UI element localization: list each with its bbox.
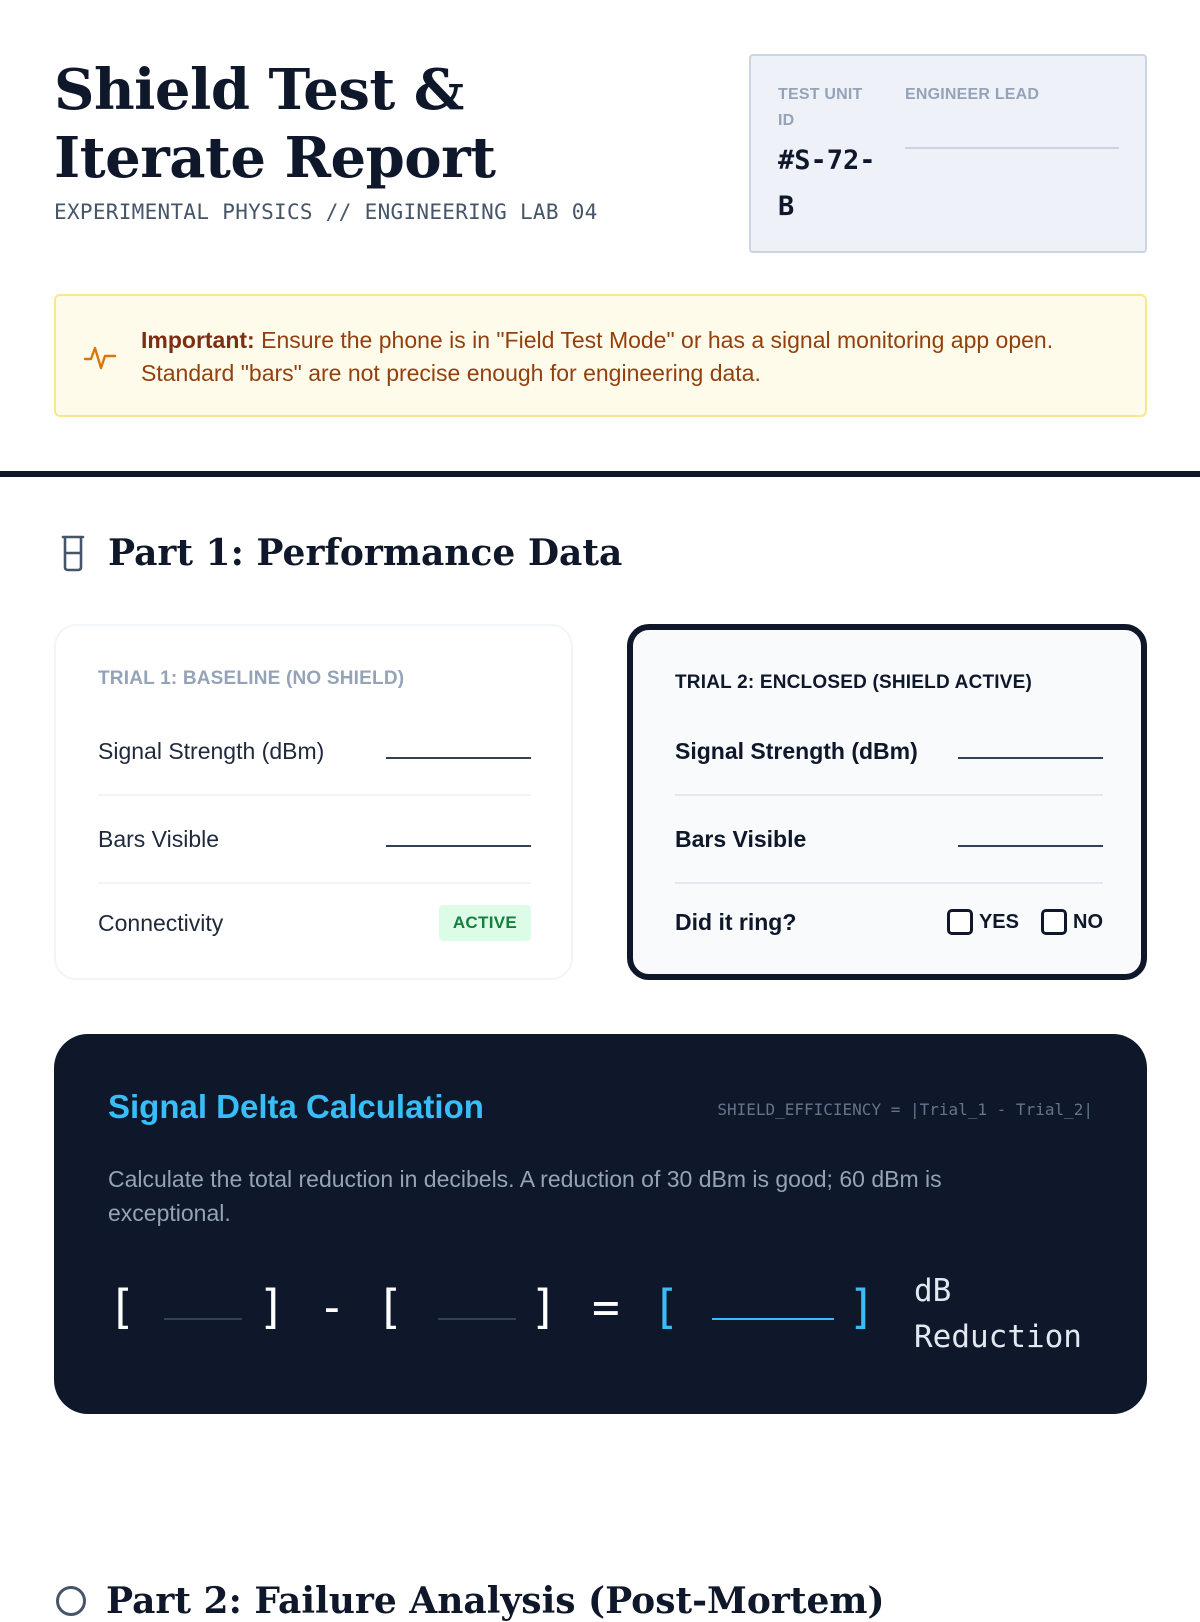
alert-strong: Important:: [141, 327, 255, 353]
calc-formula: SHIELD_EFFICIENCY = |Trial_1 - Trial_2|: [717, 1100, 1093, 1119]
page-subtitle: EXPERIMENTAL PHYSICS // ENGINEERING LAB 04: [54, 200, 598, 224]
status-badge: ACTIVE: [439, 905, 531, 941]
row-label: Connectivity: [98, 909, 224, 936]
checkbox-box[interactable]: [947, 909, 973, 935]
trial1-title: TRIAL 1: BASELINE (NO SHIELD): [98, 668, 405, 689]
test-unit-label: TEST UNIT ID: [778, 86, 863, 129]
important-alert: [54, 294, 1147, 417]
trial1-card: [54, 624, 573, 980]
unit-label: dB Reduction: [914, 1273, 1082, 1355]
report-header: [54, 56, 694, 224]
minus-sign: -: [318, 1280, 346, 1334]
engineer-lead-label: ENGINEER LEAD: [905, 86, 1040, 103]
trial1-blank[interactable]: [164, 1318, 242, 1320]
trial2-card: [627, 624, 1147, 980]
yes-label: YES: [978, 910, 1019, 933]
row-label: Bars Visible: [98, 825, 220, 852]
row-label: Did it ring?: [675, 908, 797, 935]
engineer-lead-field[interactable]: [905, 147, 1119, 149]
row-label: Signal Strength (dBm): [98, 737, 325, 764]
trial1-bars-row: [98, 796, 531, 884]
alert-body: Ensure the phone is in "Field Test Mode" or has a signal monitoring app open. Standard "bars" are not precise enough for engineering data.: [141, 327, 1054, 386]
bracket-close: ]: [530, 1280, 558, 1334]
page-title: Shield Test & Iterate Report: [54, 57, 496, 191]
signal-delta-panel: [54, 1034, 1147, 1414]
bars-visible-input[interactable]: [386, 845, 531, 847]
activity-icon: [83, 340, 117, 374]
trial1-connectivity-row: [98, 879, 531, 967]
calc-title: Signal Delta Calculation: [108, 1088, 484, 1125]
row-label: Signal Strength (dBm): [675, 737, 918, 764]
part1-heading: [58, 532, 622, 574]
test-unit-value: #S-72-B: [778, 145, 876, 222]
part1-title: Part 1: Performance Data: [108, 532, 623, 574]
row-label: Bars Visible: [675, 825, 807, 852]
result-blank[interactable]: [712, 1318, 834, 1320]
equals-sign: =: [592, 1280, 620, 1334]
trial2-signal-row: [675, 708, 1103, 796]
ring-options: [925, 909, 1103, 935]
trial2-bars-row: [675, 796, 1103, 884]
trial1-signal-row: [98, 708, 531, 796]
bracket-close: ]: [848, 1280, 876, 1334]
no-checkbox[interactable]: [1041, 909, 1103, 935]
part2-heading: [56, 1580, 885, 1622]
beaker-icon: [58, 533, 88, 573]
trial2-ring-row: [675, 878, 1103, 966]
signal-strength-input[interactable]: [958, 757, 1103, 759]
yes-checkbox[interactable]: [947, 909, 1019, 935]
calc-description: Calculate the total reduction in decibels. A reduction of 30 dBm is good; 60 dBm is exceptional.: [108, 1166, 942, 1226]
section-divider: [0, 471, 1200, 477]
checkbox-box[interactable]: [1041, 909, 1067, 935]
trial2-title: TRIAL 2: ENCLOSED (SHIELD ACTIVE): [675, 672, 1033, 693]
bracket-open: [: [108, 1280, 136, 1334]
signal-strength-input[interactable]: [386, 757, 531, 759]
no-label: NO: [1073, 910, 1103, 933]
bracket-open: [: [652, 1280, 680, 1334]
part2-title: Part 2: Failure Analysis (Post-Mortem): [106, 1580, 885, 1622]
search-icon: [56, 1586, 86, 1616]
bracket-close: ]: [258, 1280, 286, 1334]
trial2-blank[interactable]: [438, 1318, 516, 1320]
meta-box: [749, 54, 1147, 253]
bars-visible-input[interactable]: [958, 845, 1103, 847]
bracket-open: [: [376, 1280, 404, 1334]
alert-text: [141, 324, 1101, 390]
